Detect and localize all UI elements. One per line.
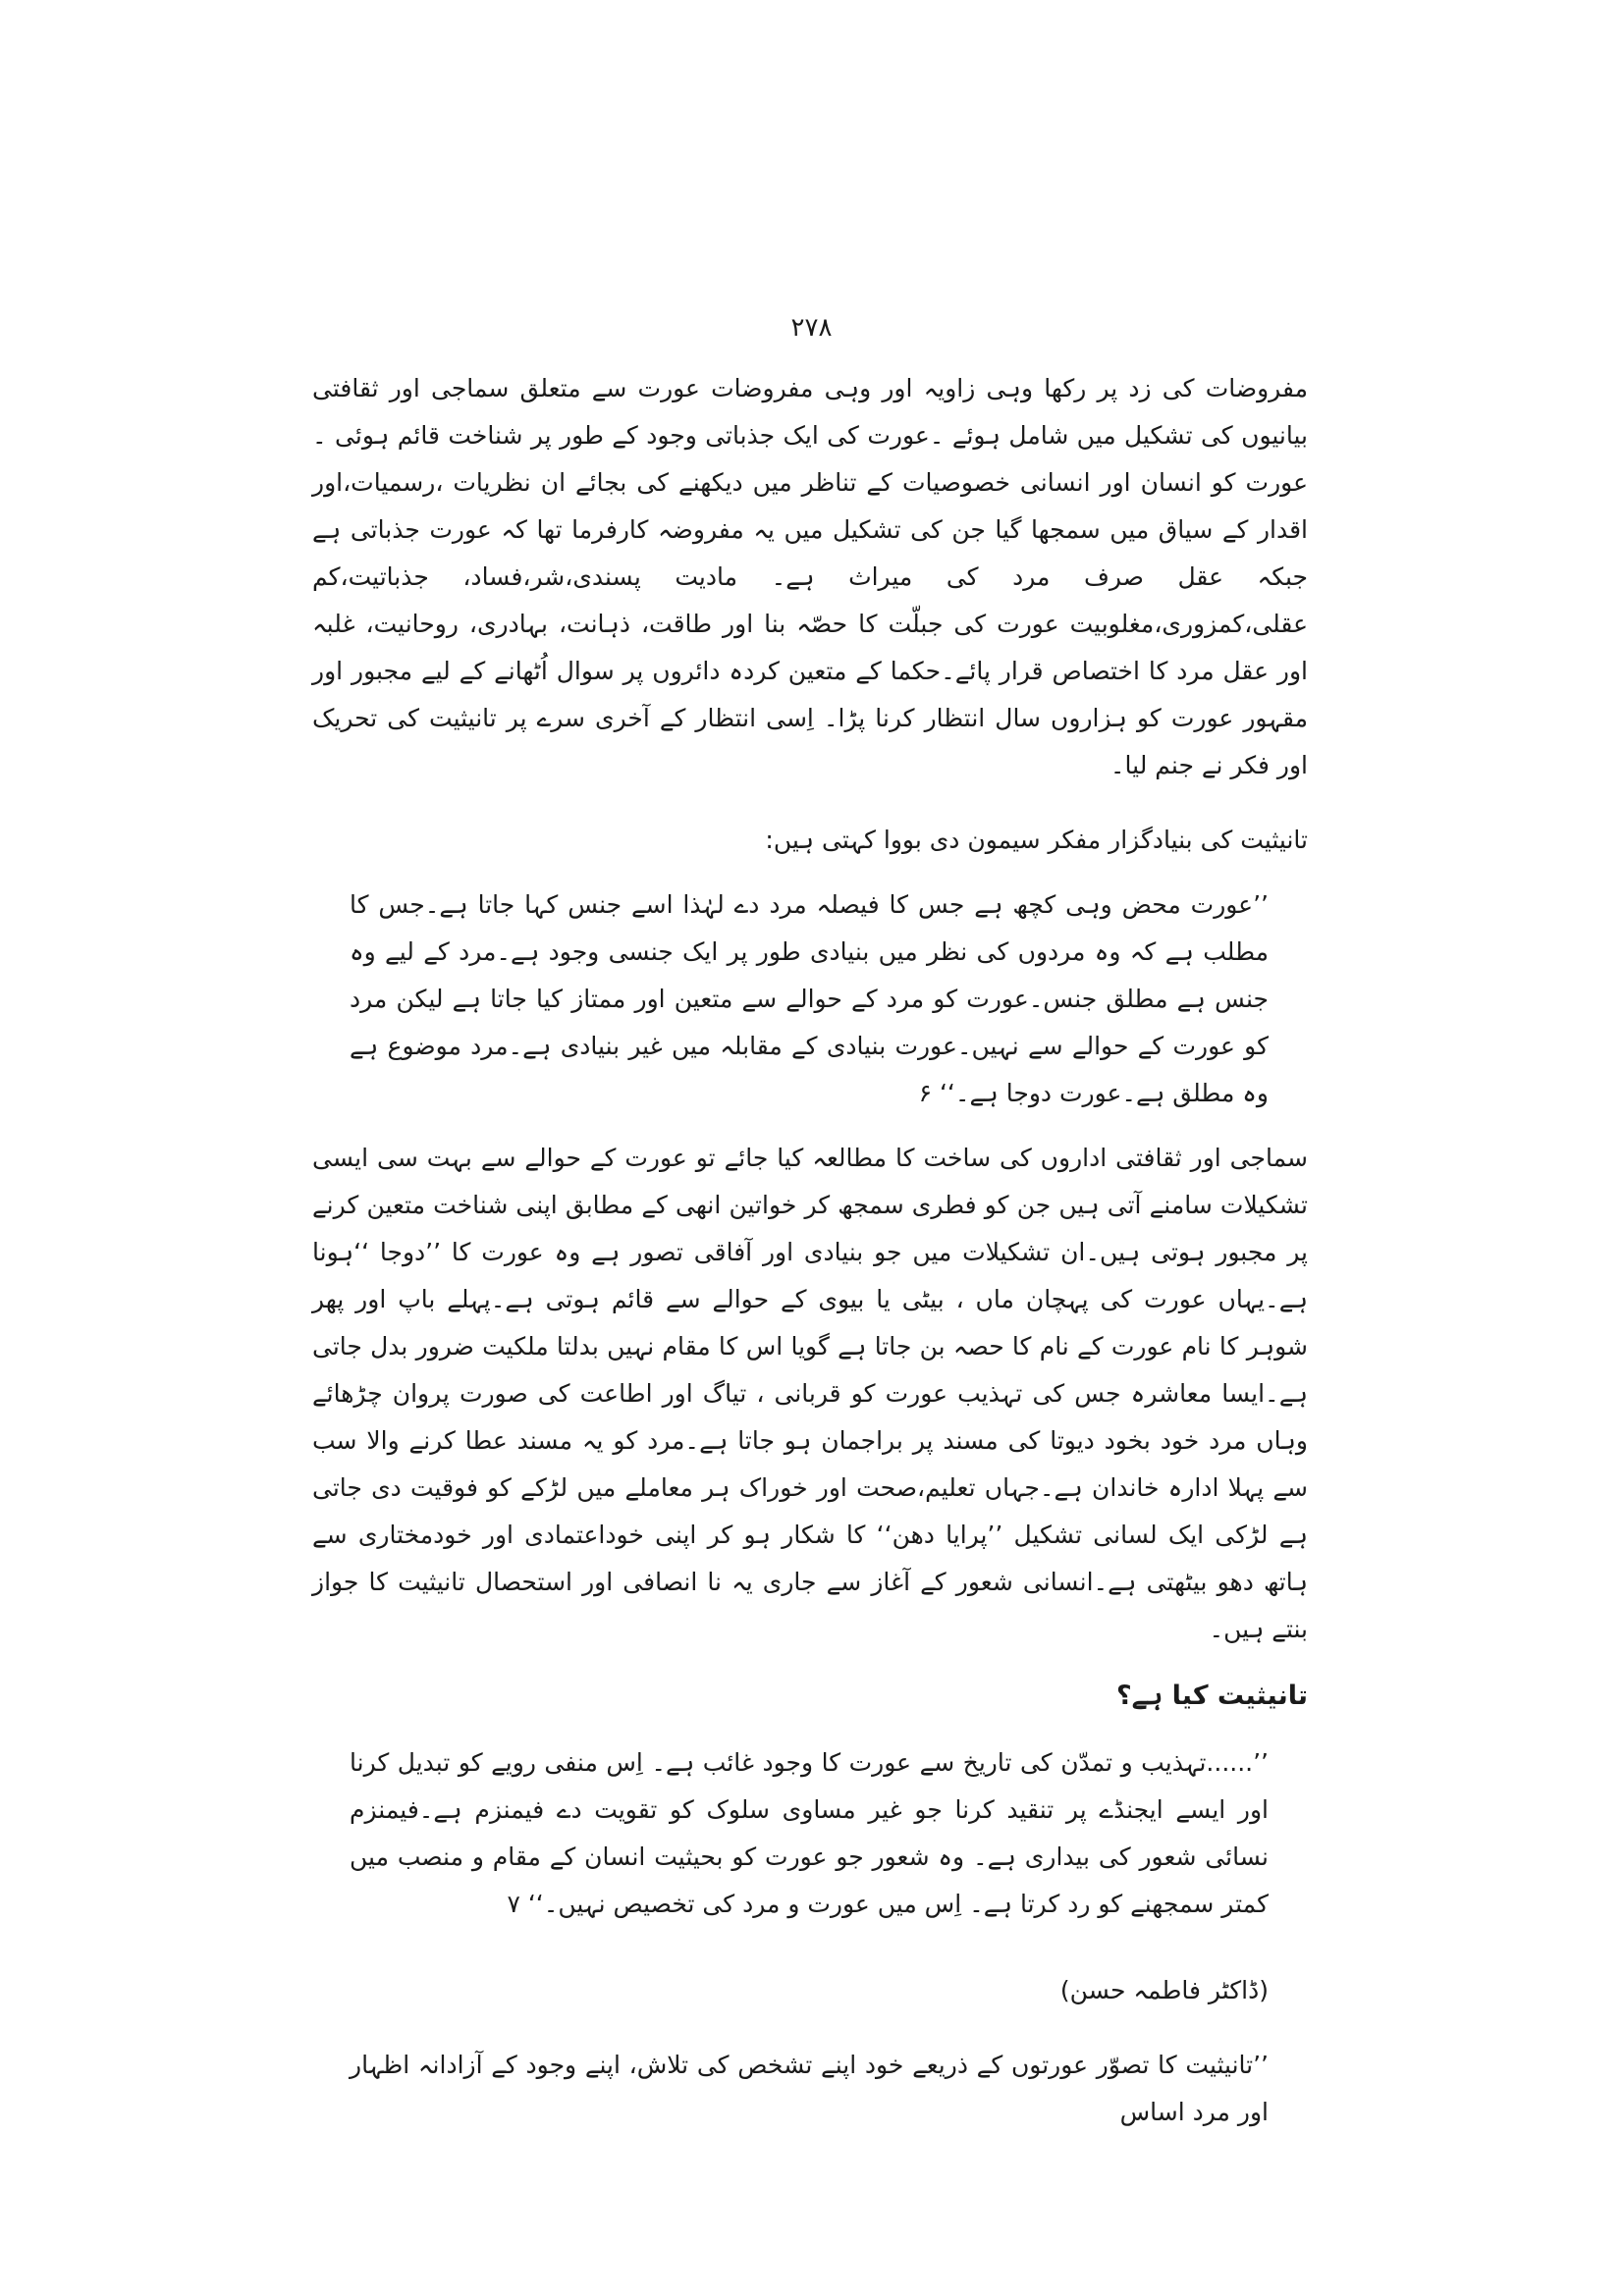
- page-body: [312, 365, 1308, 2136]
- quote-lead: تانیثیت کی بنیادگزار مفکر سیمون دی بووا کہتی ہیں:: [765, 826, 1308, 854]
- paragraph-intro: مفروضات کی زد پر رکھا وہی زاویہ اور وہی مفروضات عورت سے متعلق سماجی اور ثقافتی بیانیوں کی تشکیل میں شامل ہوئے ۔عورت کی ایک جذباتی وجود کے طور پر شناخت قائم ہوئی ۔عورت کو انسان اور انسانی خصوصیات کے تناظر میں دیکھنے کی بجائے ان نظریات ،رسمیات،اور اقدار کے سیاق میں سمجھا گیا جن کی تشکیل میں یہ مفروضہ کارفرما تھا کہ عورت جذباتی ہے جبکہ عقل صرف مرد کی میراث ہے۔ مادیت پسندی،شر،فساد، جذباتیت،کم عقلی،کمزوری،مغلوبیت عورت کی جبلّت کا حصّہ بنا اور طاقت، ذہانت، بہادری، روحانیت، غلبہ اور عقل مرد کا اختصاص قرار پائے۔حکما کے متعین کردہ دائروں پر سوال اُٹھانے کے لیے مجبور اور مقہور عورت کو ہزاروں سال انتظار کرنا پڑا۔ اِسی انتظار کے آخری سرے پر تانیثیت کی تحریک اور فکر نے جنم لیا۔: [312, 374, 1308, 779]
- block-quote-feminism: ’’......تہذیب و تمدّن کی تاریخ سے عورت کا وجود غائب ہے۔ اِس منفی رویے کو تبدیل کرنا اور ایسے ایجنڈے پر تنقید کرنا جو غیر مساوی سلوک کو تقویت دے فیمنزم ہے۔فیمنزم نسائی شعور کی بیداری ہے۔ وہ شعور جو عورت کو بحیثیت انسان کے مقام و منصب میں کمتر سمجھنے کو رد کرتا ہے۔ اِس میں عورت و مرد کی تخصیص نہیں۔‘‘ ۷: [350, 1748, 1269, 1918]
- section-heading: تانیثیت کیا ہے؟: [1115, 1681, 1308, 1711]
- quote-attribution: (ڈاکٹر فاطمہ حسن): [1059, 1976, 1269, 2004]
- block-quote-beauvoir: ’’عورت محض وہی کچھ ہے جس کا فیصلہ مرد دے لہٰذا اسے جنس کہا جاتا ہے۔جس کا مطلب ہے کہ وہ مردوں کی نظر میں بنیادی طور پر ایک جنسی وجود ہے۔مرد کے لیے وہ جنس ہے مطلق جنس۔عورت کو مرد کے حوالے سے متعین اور ممتاز کیا جاتا ہے لیکن مرد کو عورت کے حوالے سے نہیں۔عورت بنیادی کے مقابلہ میں غیر بنیادی ہے۔مرد موضوع ہے وہ مطلق ہے۔عورت دوجا ہے۔‘‘ ۶: [350, 890, 1269, 1107]
- paragraph-social-structures: سماجی اور ثقافتی اداروں کی ساخت کا مطالعہ کیا جائے تو عورت کے حوالے سے بہت سی ایسی تشکیلات سامنے آتی ہیں جن کو فطری سمجھ کر خواتین انھی کے مطابق اپنی شناخت متعین کرنے پر مجبور ہوتی ہیں۔ان تشکیلات میں جو بنیادی اور آفاقی تصور ہے وہ عورت کا ’’دوجا ‘‘ہونا ہے۔یہاں عورت کی پہچان ماں ، بیٹی یا بیوی کے حوالے سے قائم ہوتی ہے۔پہلے باپ اور پھر شوہر کا نام عورت کے نام کا حصہ بن جاتا ہے گویا اس کا مقام نہیں بدلتا ملکیت ضرور بدل جاتی ہے۔ایسا معاشرہ جس کی تہذیب عورت کو قربانی ، تیاگ اور اطاعت کی صورت پروان چڑھائے وہاں مرد خود بخود دیوتا کی مسند پر براجمان ہو جاتا ہے۔مرد کو یہ مسند عطا کرنے والا سب سے پہلا ادارہ خاندان ہے۔جہاں تعلیم،صحت اور خوراک ہر معاملے میں لڑکے کو فوقیت دی جاتی ہے لڑکی ایک لسانی تشکیل ’’پرایا دھن‘‘ کا شکار ہو کر اپنی خوداعتمادی اور خودمختاری سے ہاتھ دھو بیٹھتی ہے۔انسانی شعور کے آغاز سے جاری یہ نا انصافی اور استحصال تانیثیت کا جواز بنتے ہیں۔: [312, 1144, 1308, 1643]
- page-number: ۲۷۸: [790, 313, 833, 343]
- block-quote-identity: ’’تانیثیت کا تصوّر عورتوں کے ذریعے خود اپنے تشخص کی تلاش، اپنے وجود کے آزادانہ اظہار اور مرد اساس: [350, 2051, 1269, 2126]
